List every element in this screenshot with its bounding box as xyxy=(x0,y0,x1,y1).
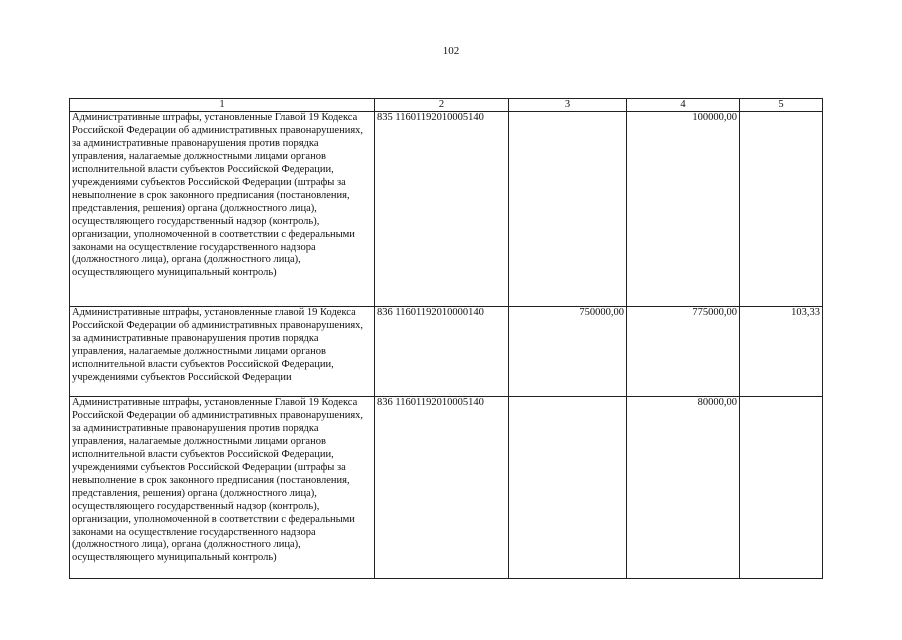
page-number: 102 xyxy=(442,45,460,57)
row-col4-cell: 775000,00 xyxy=(627,307,740,397)
header-row xyxy=(70,99,823,112)
row-col5-cell: 103,33 xyxy=(740,307,823,397)
row-code-cell: 835 11601192010005140 xyxy=(375,112,509,307)
row-code-cell: 836 11601192010005140 xyxy=(375,397,509,579)
budget-table xyxy=(69,98,823,579)
table-row xyxy=(70,307,823,397)
row-name-cell: Административные штрафы, установленные главой 19 Кодекса Российской Федерации об административных правонарушениях, за административные правонарушения против порядка управления, налагаемые должностными лицами органов исполнительной власти субъектов Российской Федерации, учреждениями субъектов Российской Федерации xyxy=(70,307,375,397)
row-code-cell: 836 11601192010000140 xyxy=(375,307,509,397)
column-header-3: 3 xyxy=(509,99,627,112)
row-col4-cell: 100000,00 xyxy=(627,112,740,307)
row-col5-cell xyxy=(740,112,823,307)
row-name-cell: Административные штрафы, установленные Главой 19 Кодекса Российской Федерации об административных правонарушениях, за административные правонарушения против порядка управления, налагаемые должностными лицами органов исполнительной власти субъектов Российской Федерации, учреждениями субъектов Российской Федерации (штрафы за невыполнение в срок законного предписания (постановления, представления, решения) органа (должностного лица), осуществляющего государственный надзор (контроль), организации, уполномоченной в соответствии с федеральными законами на осуществление государственного надзора (должностного лица), органа (должностного лица), осуществляющего муниципальный контроль) xyxy=(70,112,375,307)
column-header-1: 1 xyxy=(70,99,375,112)
row-col3-cell xyxy=(509,112,627,307)
column-header-5: 5 xyxy=(740,99,823,112)
column-header-2: 2 xyxy=(375,99,509,112)
column-header-4: 4 xyxy=(627,99,740,112)
row-col3-cell: 750000,00 xyxy=(509,307,627,397)
row-col4-cell: 80000,00 xyxy=(627,397,740,579)
row-name-cell: Административные штрафы, установленные Главой 19 Кодекса Российской Федерации об административных правонарушениях, за административные правонарушения против порядка управления, налагаемые должностными лицами органов исполнительной власти субъектов Российской Федерации, учреждениями субъектов Российской Федерации (штрафы за невыполнение в срок законного предписания (постановления, представления, решения) органа (должностного лица), осуществляющего государственный надзор (контроль), организации, уполномоченной в соответствии с федеральными законами на осуществление государственного надзора (должностного лица), органа (должностного лица), осуществляющего муниципальный контроль) xyxy=(70,397,375,579)
row-col3-cell xyxy=(509,397,627,579)
table-row xyxy=(70,112,823,307)
table-row xyxy=(70,397,823,579)
row-col5-cell xyxy=(740,397,823,579)
